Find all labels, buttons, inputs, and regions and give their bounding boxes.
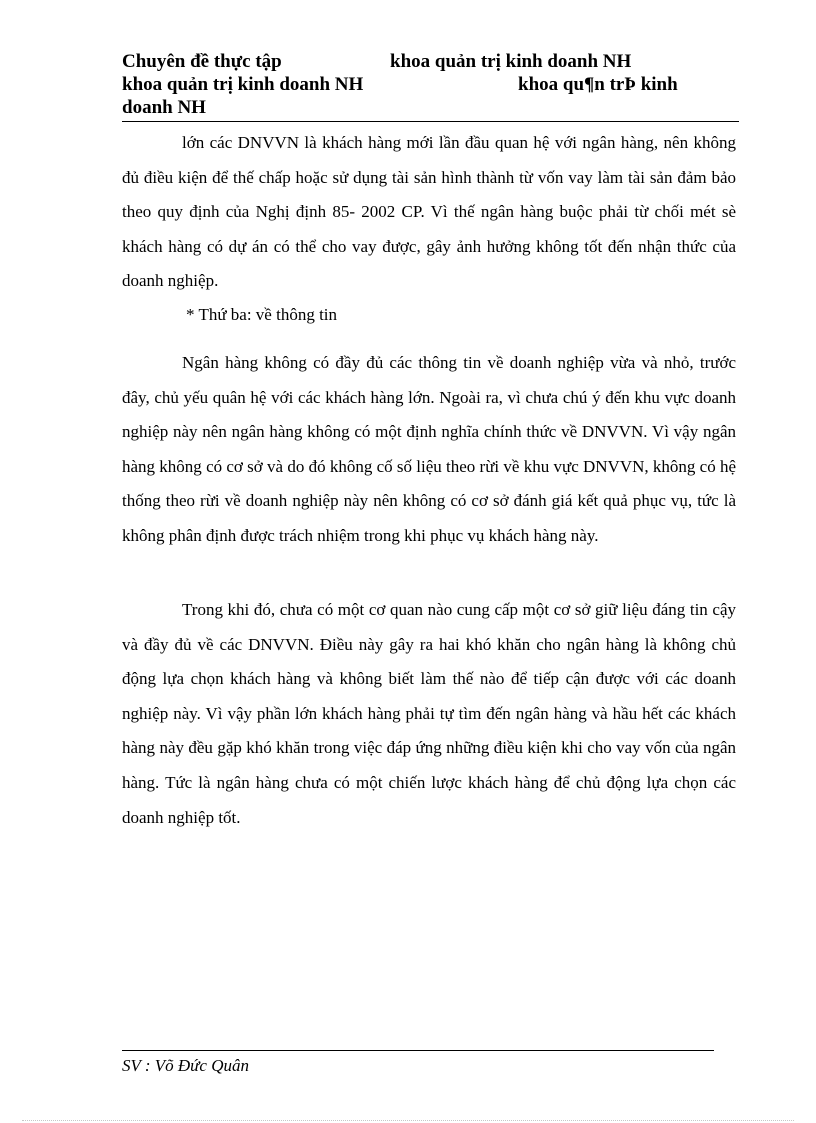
footer-divider — [122, 1050, 714, 1051]
footer-author: SV : Võ Đức Quân — [122, 1056, 249, 1075]
paragraph-collateral: lớn các DNVVN là khách hàng mới lần đầu quan hệ với ngân hàng, nên không đủ điều kiện để thế chấp hoặc sử dụng tài sản hình thành từ vốn vay làm tài sản đảm bảo theo quy định của Nghị định 85- 2002 CP. Vì thế ngân hàng buộc phải từ chối mét sè khách hàng có dự án có thể cho vay được, gây ảnh hưởng không tốt đến nhận thức của doanh nghiệp. — [122, 133, 736, 291]
paragraph-information: Ngân hàng không có đầy đủ các thông tin về doanh nghiệp vừa và nhỏ, trước đây, chủ yếu quân hệ với các khách hàng lớn. Ngoài ra, vì chưa chú ý đến khu vực doanh nghiệp này nên ngân hàng không có một định nghĩa chính thức về DNVVN. Vì vậy ngân hàng không có cơ sở và do đó không cố số liệu theo rừi về khu vực DNVVN, không có hệ thống theo rừi về doanh nghiệp này nên không có cơ sở đánh giá kết quả phục vụ, tức là không phân định được trách nhiệm trong khi phục vụ khách hàng này. — [122, 353, 736, 545]
header-divider — [122, 121, 739, 122]
header-department-repeat: khoa quản trị kinh doanh NH — [122, 74, 364, 95]
header-department: khoa quản trị kinh doanh NH — [390, 51, 632, 72]
header-document-type: Chuyên đề thực tập — [122, 51, 282, 72]
header-department-continued: doanh NH — [122, 97, 206, 118]
header-department-garbled: khoa qu¶n trÞ kinh — [518, 74, 678, 95]
page-bottom-edge — [22, 1120, 794, 1121]
header-line-1 — [122, 50, 738, 73]
paragraph-data-source: Trong khi đó, chưa có một cơ quan nào cung cấp một cơ sở giữ liệu đáng tin cậy và đầy đủ về các DNVVN. Điều này gây ra hai khó khăn cho ngân hàng là không chủ động lựa chọn khách hàng và không biết làm thế nào để tiếp cận được với các doanh nghiệp này. Vì vậy phần lớn khách hàng phải tự tìm đến ngân hàng và hầu hết các khách hàng này đều gặp khó khăn trong việc đáp ứng những điều kiện khi cho vay vốn của ngân hàng. Tức là ngân hàng chưa có một chiến lược khách hàng để chủ động lựa chọn các doanh nghiệp tốt. — [122, 600, 736, 827]
header-line-2 — [122, 73, 738, 96]
page-header — [122, 50, 738, 119]
document-body — [122, 126, 736, 827]
section-heading-information: * Thứ ba: về thông tin — [186, 305, 338, 324]
header-line-3 — [122, 96, 738, 119]
